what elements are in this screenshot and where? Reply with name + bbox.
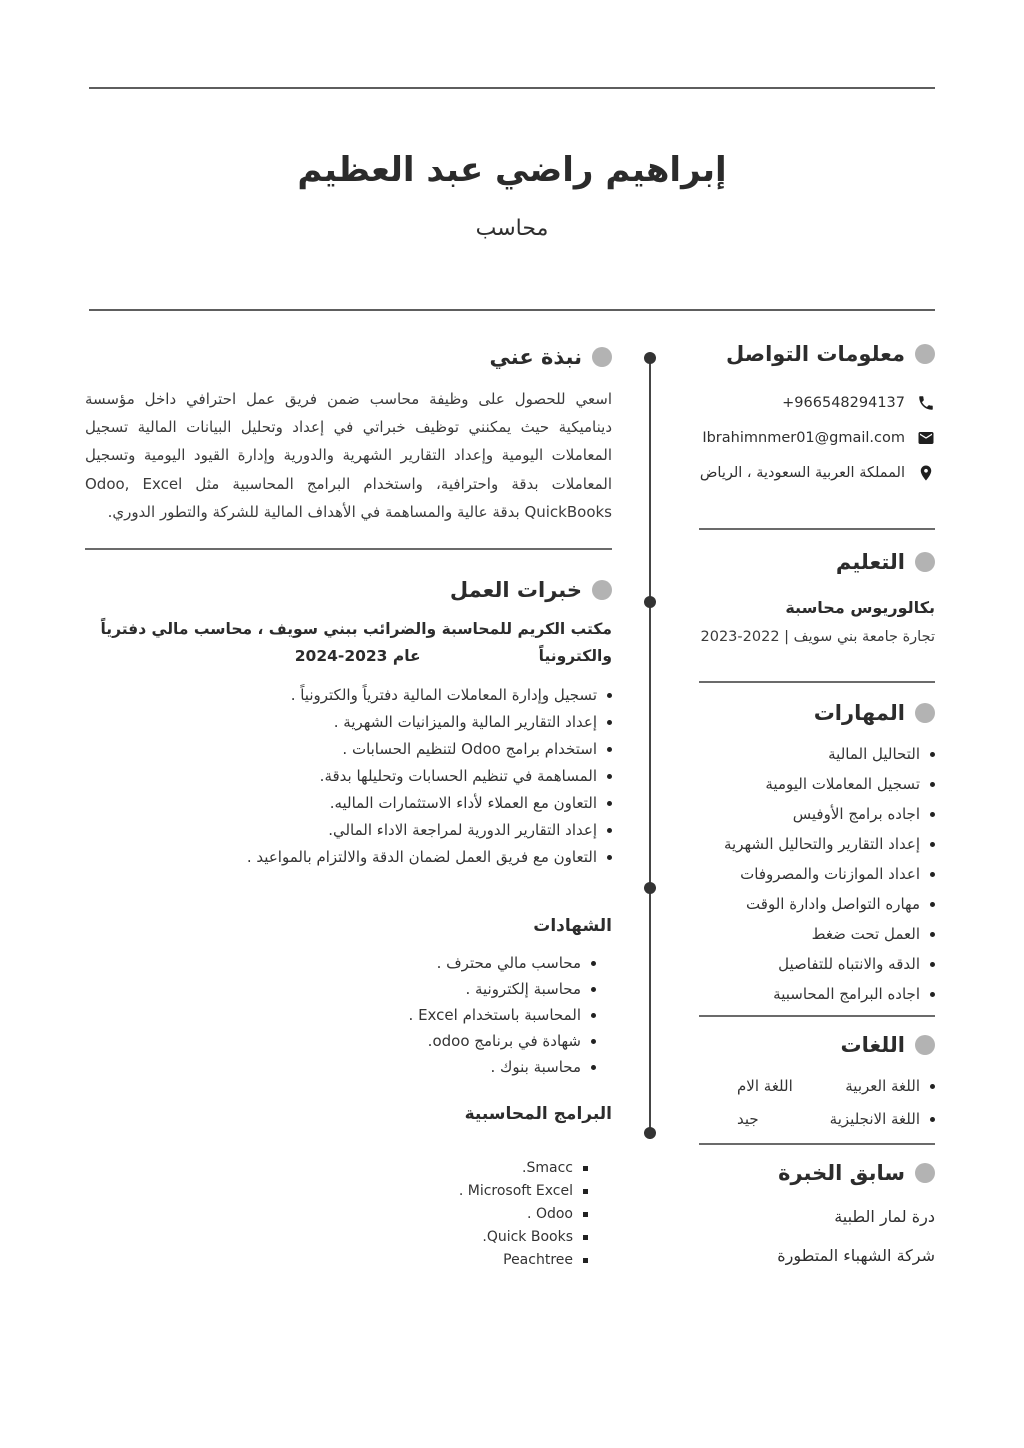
bullet-icon [930,842,935,847]
bullet-icon [930,932,935,937]
main-column [85,345,612,1275]
certificates-heading: الشهادات [533,916,612,937]
bullet-icon [591,1013,596,1018]
software-label: Quick Books. [482,1229,573,1246]
education-heading-label: التعليم [835,550,905,574]
skill-item [699,775,935,793]
skills-section-heading [699,701,935,725]
skill-label: التحاليل المالية [828,745,920,763]
education-details: تجارة جامعة بني سويف | 2022-2023 [700,629,935,645]
previous-experience-item: شركة الشهباء المتطورة [777,1246,935,1265]
bullet-icon [930,752,935,757]
bullet-icon [607,828,612,833]
timeline-dot-about [644,352,656,364]
languages-section-heading [699,1033,935,1057]
job-title-text: مكتب الكريم للمحاسبة والضرائب ببني سويف ، محاسب مالي دفترياً والكترونياً [100,619,612,666]
timeline-dot-experience [644,596,656,608]
skill-item [699,985,935,1003]
resume-header [0,150,1024,241]
previous-experience-section-heading [699,1161,935,1185]
skill-label: اعداد الموازنات والمصروفات [740,865,920,883]
language-level: اللغة الام [737,1077,793,1095]
languages-heading-label: اللغات [840,1033,905,1057]
certificate-label: محاسبة بنوك . [490,1058,581,1077]
education-section-heading [699,550,935,574]
previous-experience-item: درة لمار الطبية [834,1207,935,1226]
bullet-icon [591,1039,596,1044]
bullet-icon [591,1065,596,1070]
software-item [85,1252,588,1268]
section-circle-icon [915,344,935,364]
skill-label: العمل تحت ضغط [811,925,920,943]
skill-label: اجاده برامج الأوفيس [792,805,920,823]
bullet-icon [930,902,935,907]
email-icon [917,429,935,447]
main-divider [85,548,612,550]
software-item [85,1206,588,1222]
bullet-icon [607,774,612,779]
bullet-icon [930,1117,935,1122]
languages-list [699,1077,935,1128]
skill-item [699,805,935,823]
skill-label: مهاره التواصل وادارة الوقت [746,895,920,913]
section-circle-icon [915,703,935,723]
language-name: اللغة العربية [845,1077,920,1095]
sidebar-divider [699,1015,935,1017]
bullet-icon [607,801,612,806]
certificate-item [85,980,596,998]
experience-bullet-label: التعاون مع العملاء لأداء الاستثمارات الماليه. [329,794,597,813]
bullet-icon [591,987,596,992]
software-list [85,1160,588,1268]
experience-bullet-list [85,686,612,866]
candidate-title: محاسب [475,216,549,241]
sidebar [699,342,935,1285]
section-circle-icon [915,1035,935,1055]
contact-rows [699,394,935,482]
experience-bullet-label: التعاون مع فريق العمل لضمان الدقة والالتزام بالمواعيد . [246,848,597,867]
experience-bullet-item [85,767,612,785]
skill-item [699,835,935,853]
about-heading-label: نبذة عني [489,345,582,369]
skills-heading-label: المهارات [813,701,905,725]
timeline-dot-certificates [644,882,656,894]
about-text: اسعي للحصول على وظيفة محاسب ضمن فريق عمل احترافي داخل مؤسسة ديناميكية حيث يمكنني توظيف خبراتي في إعداد وتحليل البيانات المالية تسجيل المعاملات اليومية وإعداد التقارير الشهرية والدورية وإدارة القيود اليومية وتسجيل المعاملات بدقة واحترافية، واستخدام البرامج المحاسبية مثل Odoo, Excel QuickBooks بدقة عالية والمساهمة في الأهداف المالية للشركة والتطور الدوري. [85,390,613,521]
experience-bullet-item [85,740,612,758]
previous-experience-list [699,1207,935,1265]
job-period: عام 2023-2024 [294,647,421,666]
bullet-icon [930,782,935,787]
certificate-label: محاسب مالي محترف . [436,954,581,973]
bullet-icon [930,1084,935,1089]
bullet-icon [930,812,935,817]
certificate-label: شهادة في برنامج odoo. [427,1032,581,1051]
skill-item [699,745,935,763]
certificate-item [85,1058,596,1076]
contact-section-heading [699,342,935,366]
certificates-list [85,954,596,1076]
software-item [85,1229,588,1245]
software-item [85,1183,588,1199]
bullet-icon [930,992,935,997]
experience-bullet-label: إعداد التقارير المالية والميزانيات الشهرية . [333,713,597,732]
timeline-line [649,353,651,1139]
skill-item [699,925,935,943]
skill-label: إعداد التقارير والتحاليل الشهرية [723,835,920,853]
certificate-label: محاسبة إلكترونية . [465,980,581,999]
experience-bullet-item [85,713,612,731]
experience-bullet-item [85,821,612,839]
phone-number: +966548294137 [782,395,905,411]
experience-bullet-label: المساهمة في تنظيم الحسابات وتحليلها بدقة. [319,767,597,786]
square-bullet-icon [583,1212,588,1217]
bullet-icon [607,693,612,698]
experience-heading-label: خبرات العمل [449,577,582,602]
contact-row-location [699,464,935,482]
skill-label: اجاده البرامج المحاسبية [773,985,920,1003]
section-circle-icon [915,552,935,572]
bullet-icon [930,962,935,967]
experience-bullet-item [85,848,612,866]
square-bullet-icon [583,1258,588,1263]
top-rule [89,87,935,89]
candidate-name: إبراهيم راضي عبد العظيم [297,150,727,190]
sidebar-divider [699,1143,935,1145]
skills-list [699,745,935,1003]
section-circle-icon [592,347,612,367]
sidebar-divider [699,528,935,530]
bullet-icon [607,720,612,725]
phone-icon [917,394,935,412]
language-row [699,1110,935,1128]
experience-section-heading [85,578,612,602]
skill-item [699,955,935,973]
certificate-item [85,1006,596,1024]
software-label: Peachtree [503,1252,573,1269]
software-item [85,1160,588,1176]
experience-bullet-item [85,686,612,704]
experience-bullet-item [85,794,612,812]
certificate-item [85,1032,596,1050]
previous-experience-heading-label: سابق الخبرة [778,1161,905,1185]
square-bullet-icon [583,1235,588,1240]
experience-bullet-label: استخدام برامج Odoo لتنظيم الحسابات . [342,740,597,759]
email-address: Ibrahimnmer01@gmail.com [702,430,905,446]
education-degree: بكالوريوس محاسبة [785,598,935,617]
job-title [85,616,612,670]
contact-row-email [699,429,935,447]
location-icon [917,464,935,482]
software-heading: البرامج المحاسبية [464,1104,612,1125]
location-text: المملكة العربية السعودية ، الرياض [699,465,905,481]
bullet-icon [930,872,935,877]
contact-row-phone [699,394,935,412]
skill-item [699,895,935,913]
language-level: جيد [737,1110,759,1128]
skill-item [699,865,935,883]
software-label: Smacc. [522,1160,573,1177]
header-divider-rule [89,309,935,311]
software-label: Odoo . [527,1206,573,1223]
bullet-icon [607,747,612,752]
sidebar-divider [699,681,935,683]
section-circle-icon [915,1163,935,1183]
certificate-item [85,954,596,972]
experience-bullet-label: تسجيل وإدارة المعاملات المالية دفترياً والكترونياً . [290,686,597,705]
section-circle-icon [592,580,612,600]
square-bullet-icon [583,1166,588,1171]
about-section-heading [85,345,612,369]
contact-heading-label: معلومات التواصل [726,342,905,366]
timeline-dot-software [644,1127,656,1139]
bullet-icon [591,961,596,966]
language-name: اللغة الانجليزية [829,1110,920,1128]
skill-label: تسجيل المعاملات اليومية [765,775,920,793]
skill-label: الدقه والانتباه للتفاصيل [778,955,920,973]
certificate-label: المحاسبة باستخدام Excel . [408,1006,581,1025]
software-label: Microsoft Excel . [458,1183,573,1200]
bullet-icon [607,855,612,860]
square-bullet-icon [583,1189,588,1194]
experience-bullet-label: إعداد التقارير الدورية لمراجعة الاداء المالي. [328,821,597,840]
language-row [699,1077,935,1095]
